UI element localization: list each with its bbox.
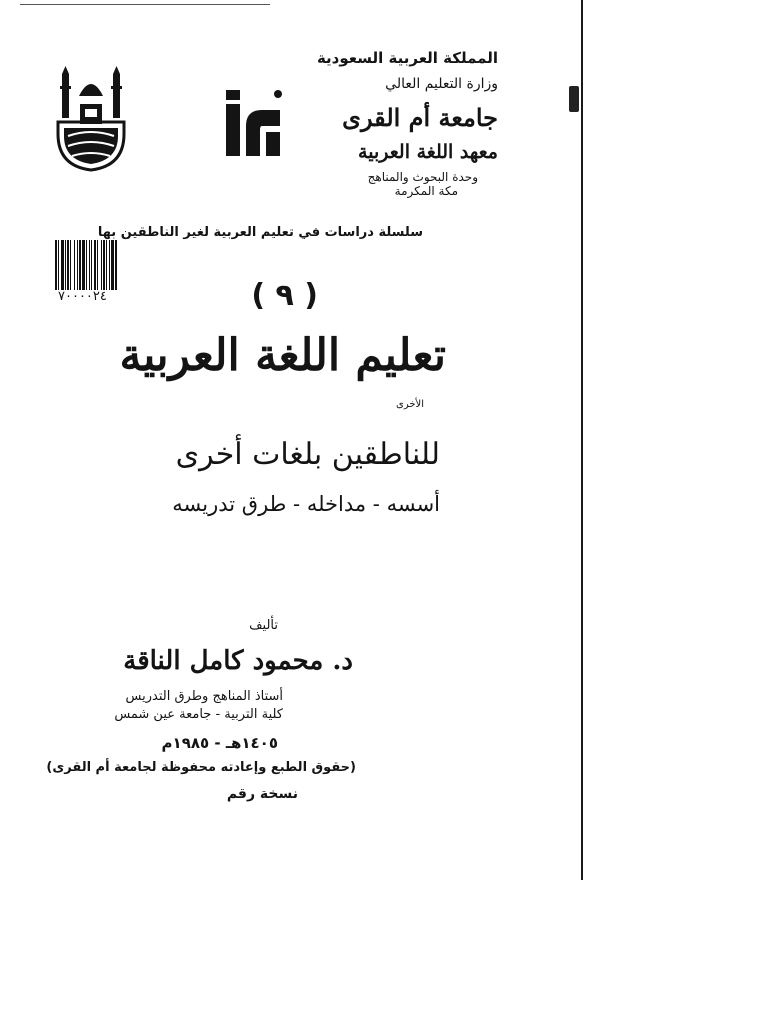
book-title: تعليم اللغة العربية bbox=[119, 330, 446, 381]
author-affiliation: كلية التربية - جامعة عين شمس bbox=[114, 707, 283, 722]
barcode-number: ٧٠٠٠٠٢٤ bbox=[58, 289, 107, 304]
series-number: ( ٩ ) bbox=[251, 278, 318, 313]
barcode bbox=[55, 240, 159, 290]
title-note: الأخرى bbox=[396, 399, 425, 410]
author-position: أستاذ المناهج وطرق التدريس bbox=[125, 689, 283, 704]
iqra-logo bbox=[222, 86, 286, 158]
university-seal-icon bbox=[54, 66, 128, 172]
header-university: جامعة أم القرى bbox=[342, 103, 498, 132]
author-name: د. محمود كامل الناقة bbox=[123, 646, 353, 676]
book-topics: أسسه - مداخله - طرق تدريسه bbox=[172, 492, 440, 516]
publication-date: ١٤٠٥هـ - ١٩٨٥م bbox=[161, 734, 278, 752]
copy-number-label: نسخة رقم bbox=[226, 786, 298, 802]
copyright-notice: (حقوق الطبع وإعادته محفوظة لجامعة أم القرى) bbox=[46, 760, 356, 775]
scan-top-line bbox=[20, 4, 270, 5]
header-ministry: وزارة التعليم العالي bbox=[385, 76, 498, 92]
series-name: سلسلة دراسات في تعليم العربية لغير الناطقين بها bbox=[97, 225, 423, 240]
header-unit: وحدة البحوث والمناهج bbox=[367, 170, 478, 184]
page-edge-line bbox=[581, 0, 583, 880]
book-subtitle: للناطقين بلغات أخرى bbox=[175, 437, 440, 472]
author-label: تأليف bbox=[249, 618, 278, 633]
barcode-bar bbox=[117, 240, 118, 290]
header-institute: معهد اللغة العربية bbox=[358, 141, 498, 163]
page-edge-tab bbox=[569, 86, 579, 112]
header-city: مكة المكرمة bbox=[394, 184, 458, 198]
header-country: المملكة العربية السعودية bbox=[316, 49, 498, 67]
